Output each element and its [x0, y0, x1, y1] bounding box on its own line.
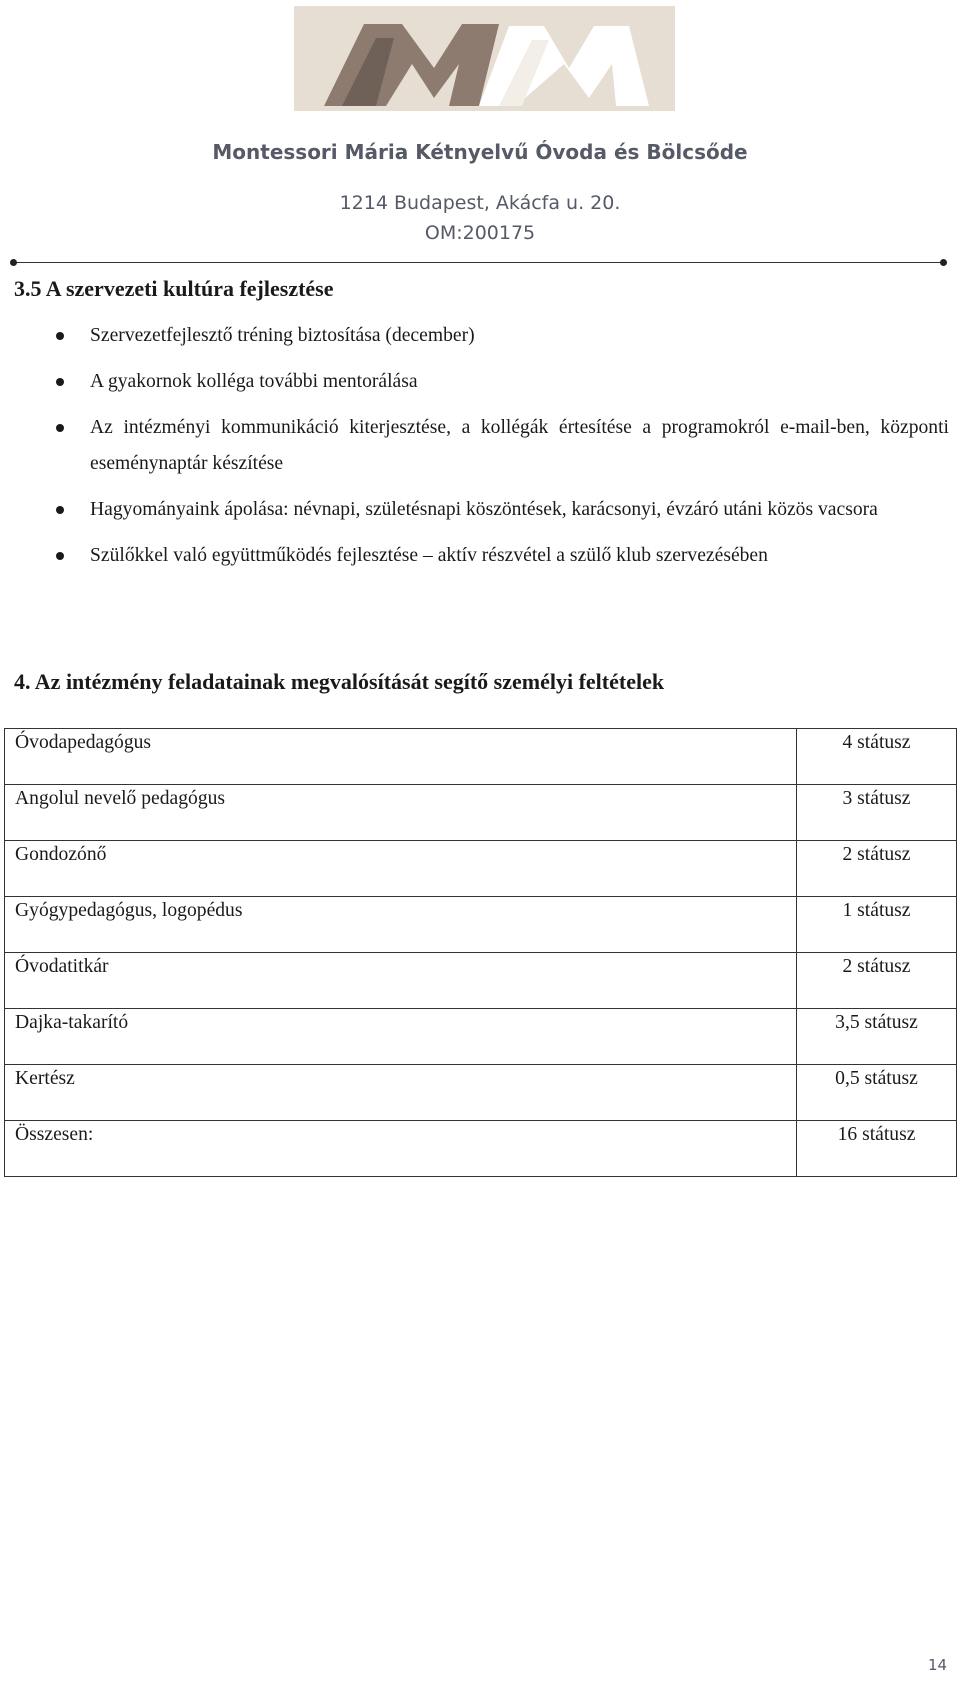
institution-address: 1214 Budapest, Akácfa u. 20.	[339, 192, 621, 214]
section-4-title: 4. Az intézmény feladatainak megvalósítását segítő személyi feltételek	[14, 669, 665, 694]
table-row	[5, 785, 957, 841]
count-cell: 3 státusz	[797, 785, 957, 841]
list-item: Hagyományaink ápolása: névnapi, születésnapi köszöntések, karácsonyi, évzáró utáni közös vacsora	[14, 492, 949, 528]
table-row	[5, 841, 957, 897]
role-cell: Óvodatitkár	[5, 953, 797, 1009]
table-row	[5, 953, 957, 1009]
montessori-logo-icon	[294, 6, 675, 111]
role-cell: Összesen:	[5, 1121, 797, 1177]
staff-table	[4, 728, 957, 1177]
institution-name: Montessori Mária Kétnyelvű Óvoda és Bölcsőde	[212, 140, 748, 164]
page-number: 14	[928, 1656, 948, 1674]
table-row	[5, 897, 957, 953]
role-cell: Gyógypedagógus, logopédus	[5, 897, 797, 953]
count-cell: 16 státusz	[797, 1121, 957, 1177]
count-cell: 4 státusz	[797, 729, 957, 785]
role-cell: Óvodapedagógus	[5, 729, 797, 785]
count-cell: 1 státusz	[797, 897, 957, 953]
list-item: Szülőkkel való együttműködés fejlesztése – aktív részvétel a szülő klub szervezésében	[14, 538, 949, 574]
divider-dot-right	[940, 259, 947, 266]
table-row	[5, 729, 957, 785]
count-cell: 3,5 státusz	[797, 1009, 957, 1065]
table-row	[5, 1121, 957, 1177]
table-row	[5, 1065, 957, 1121]
header-divider	[14, 262, 944, 263]
divider-dot-left	[10, 259, 17, 266]
list-item: A gyakornok kolléga további mentorálása	[14, 364, 949, 400]
count-cell: 2 státusz	[797, 841, 957, 897]
count-cell: 2 státusz	[797, 953, 957, 1009]
role-cell: Dajka-takarító	[5, 1009, 797, 1065]
role-cell: Angolul nevelő pedagógus	[5, 785, 797, 841]
section-3-5-list	[14, 318, 949, 584]
table-row	[5, 1009, 957, 1065]
role-cell: Kertész	[5, 1065, 797, 1121]
count-cell: 0,5 státusz	[797, 1065, 957, 1121]
institution-om: OM:200175	[424, 222, 536, 244]
list-item: Szervezetfejlesztő tréning biztosítása (december)	[14, 318, 949, 354]
section-3-5-title: 3.5 A szervezeti kultúra fejlesztése	[14, 276, 334, 301]
list-item: Az intézményi kommunikáció kiterjesztése, a kollégák értesítése a programokról e-mail-ben, központi eseménynaptár készítése	[14, 410, 949, 482]
role-cell: Gondozónő	[5, 841, 797, 897]
